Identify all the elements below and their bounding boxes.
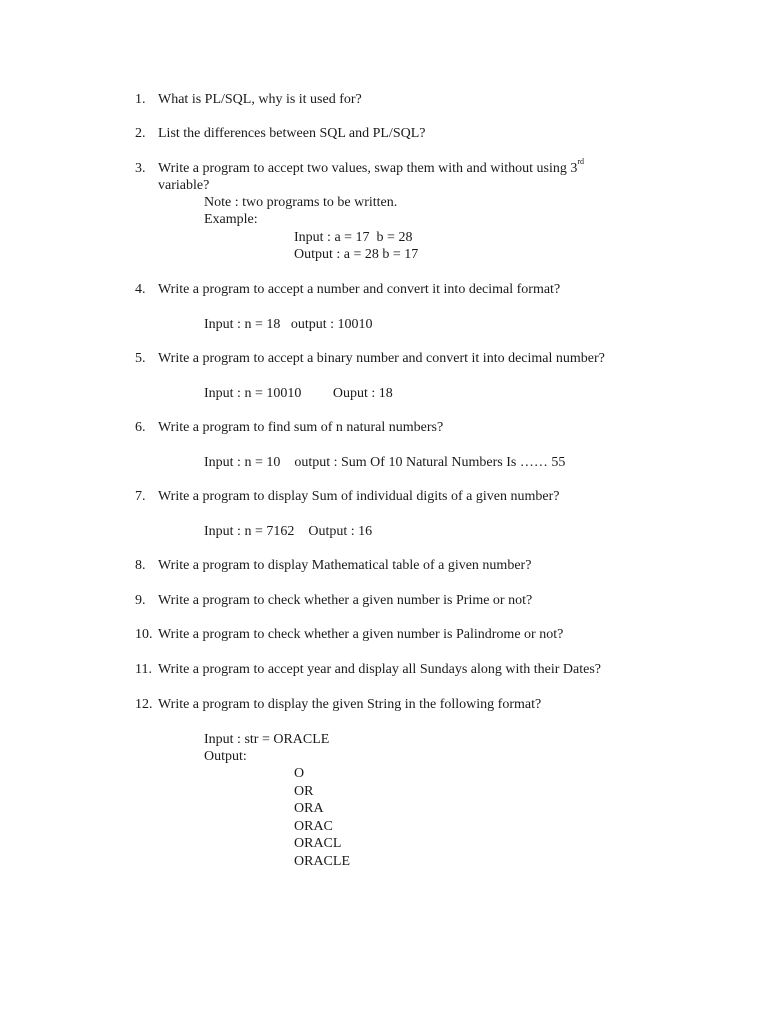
question-3-line [158, 157, 585, 177]
question-11-number: 11. [135, 662, 152, 677]
question-3-input: Input : a = 17 b = 28 [294, 230, 413, 245]
question-3-number: 3. [135, 161, 146, 176]
question-10-number: 10. [135, 627, 153, 642]
question-8-number: 8. [135, 558, 146, 573]
question-8-text: Write a program to display Mathematical table of a given number? [158, 558, 532, 573]
question-6-io: Input : n = 10 output : Sum Of 10 Natural Numbers Is …… 55 [204, 455, 566, 470]
question-4-number: 4. [135, 282, 146, 297]
question-4-io: Input : n = 18 output : 10010 [204, 317, 373, 332]
question-9-number: 9. [135, 593, 146, 608]
question-3-output: Output : a = 28 b = 17 [294, 247, 419, 262]
question-12-output-line: OR [294, 784, 314, 799]
question-12-output-line: ORAC [294, 819, 333, 834]
question-10-text: Write a program to check whether a given number is Palindrome or not? [158, 627, 564, 642]
question-12-output-line: ORACL [294, 836, 342, 851]
question-7-io: Input : n = 7162 Output : 16 [204, 524, 373, 539]
question-3-example-label: Example: [204, 212, 258, 227]
question-7-number: 7. [135, 489, 146, 504]
question-12-output-line: ORACLE [294, 854, 350, 869]
question-6-number: 6. [135, 420, 146, 435]
question-5-text: Write a program to accept a binary number and convert it into decimal number? [158, 351, 605, 366]
question-3-continuation: variable? [158, 178, 210, 193]
question-12-output-label: Output: [204, 749, 247, 764]
question-5-io: Input : n = 10010 Ouput : 18 [204, 386, 393, 401]
question-5-number: 5. [135, 351, 146, 366]
question-12-number: 12. [135, 697, 153, 712]
question-2-text: List the differences between SQL and PL/SQL? [158, 126, 426, 141]
question-9-text: Write a program to check whether a given number is Prime or not? [158, 593, 533, 608]
question-7-text: Write a program to display Sum of individual digits of a given number? [158, 489, 560, 504]
question-1-number: 1. [135, 92, 146, 107]
question-3-note: Note : two programs to be written. [204, 195, 398, 210]
question-1-text: What is PL/SQL, why is it used for? [158, 92, 362, 107]
question-2-number: 2. [135, 126, 146, 141]
question-6-text: Write a program to find sum of n natural numbers? [158, 420, 444, 435]
question-12-output-line: O [294, 766, 305, 781]
question-4-text: Write a program to accept a number and convert it into decimal format? [158, 282, 561, 297]
question-11-text: Write a program to accept year and display all Sundays along with their Dates? [158, 662, 602, 677]
question-3-text: Write a program to accept two values, swap them with and without using 3 [158, 161, 578, 176]
question-12-input: Input : str = ORACLE [204, 732, 330, 747]
question-12-output-line: ORA [294, 801, 324, 816]
question-3-superscript: rd [577, 157, 585, 167]
question-12-text: Write a program to display the given String in the following format? [158, 697, 542, 712]
